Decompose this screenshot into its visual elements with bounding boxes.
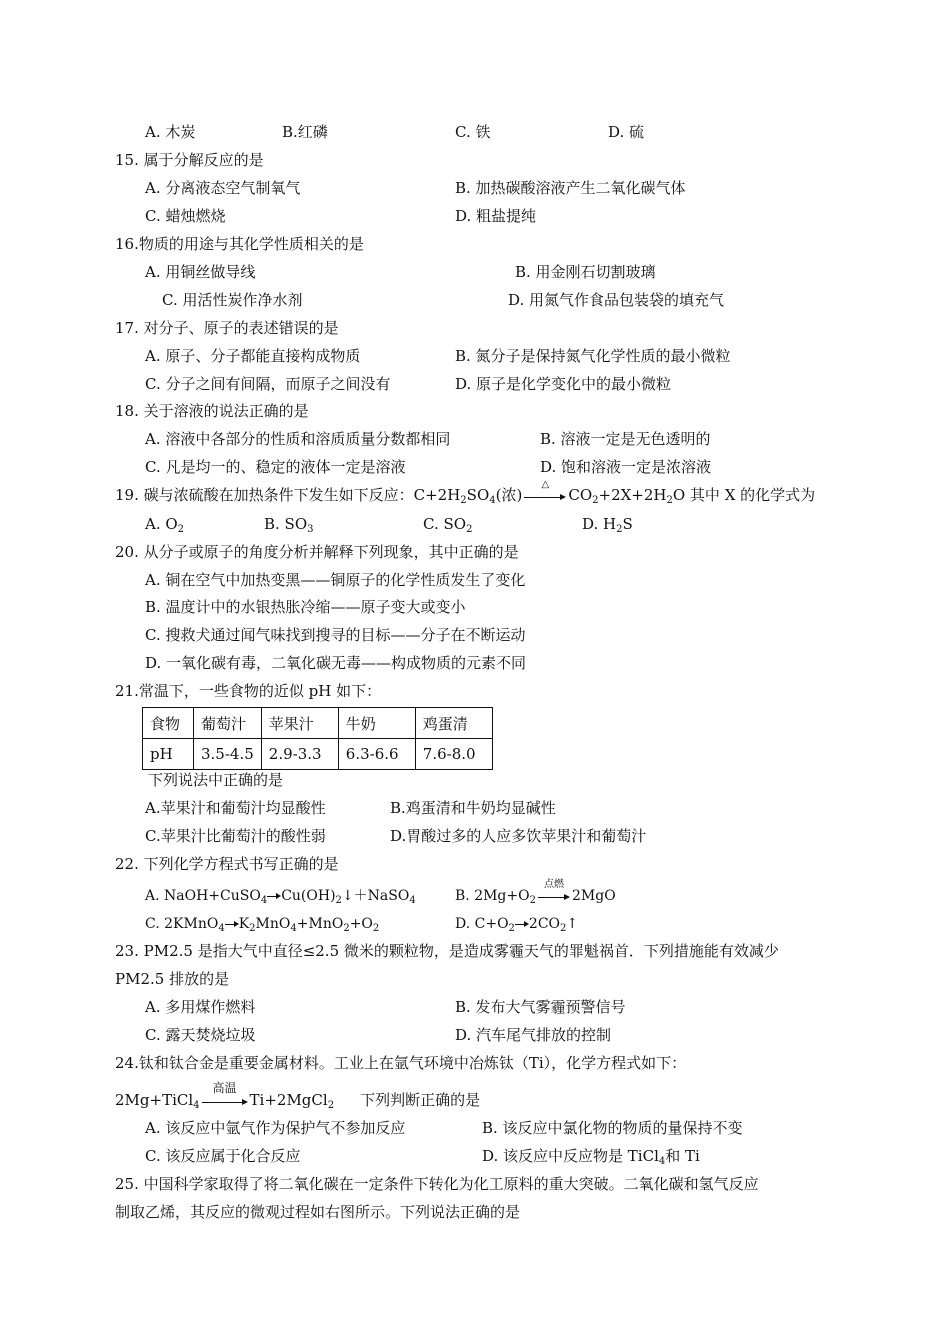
q17-option-a: A. 原子、分子都能直接构成物质 — [145, 347, 361, 365]
q18-option-c: C. 凡是均一的、稳定的液体一定是溶液 — [145, 458, 406, 476]
q18-option-b: B. 溶液一定是无色透明的 — [540, 430, 711, 448]
q21-option-d: D.胃酸过多的人应多饮苹果汁和葡萄汁 — [390, 827, 647, 845]
q23-option-a: A. 多用煤作燃料 — [145, 998, 256, 1016]
q22-option-a: A. NaOH+CuSO$_4$ $Cu(OH)_2↓+NaSO_4$ — [145, 888, 416, 906]
q15-option-d: D. 粗盐提纯 — [455, 207, 537, 225]
q17-option-c: C. 分子之间有间隔，而原子之间没有 — [145, 375, 391, 393]
q15-option-c: C. 蜡烛燃烧 — [145, 207, 226, 225]
q15-option-a: A. 分离液态空气制氧气 — [145, 179, 301, 197]
table-cell: 2.9-3.3 — [261, 739, 338, 770]
q24-option-d: D. 该反应中反应物是 TiCl$_4$和 Ti — [482, 1147, 700, 1167]
arrow-icon — [267, 891, 281, 901]
q24-option-c: C. 该反应属于化合反应 — [145, 1147, 301, 1165]
q20-stem: 20. 从分子或原子的角度分析并解释下列现象，其中正确的是 — [115, 543, 519, 561]
q16-option-b: B. 用金刚石切割玻璃 — [515, 263, 656, 281]
q14-option-c: C. 铁 — [455, 123, 491, 141]
q22-option-b: B. $2Mg+O_2$ 点燃 2MgO — [455, 879, 616, 906]
table-cell: pH — [143, 739, 194, 770]
q19-option-b: B. $SO_3$ — [264, 515, 314, 535]
q24-stem: 24.钛和钛合金是重要金属材料。工业上在氩气环境中冶炼钛（Ti），化学方程式如下： — [115, 1054, 687, 1072]
q19-stem: 19. 碳与浓硫酸在加热条件下发生如下反应：$C+2H_2SO_4$(浓) △ $CO_2+2X+2H_2O$ 其中 X 的化学式为 — [115, 479, 816, 506]
q19-option-c: C. $SO_2$ — [423, 515, 473, 535]
q24-option-b: B. 该反应中氯化物的物质的量保持不变 — [482, 1119, 743, 1137]
q23-stem-cont: PM2.5 排放的是 — [115, 970, 230, 988]
q23-option-b: B. 发布大气雾霾预警信号 — [455, 998, 626, 1016]
q21-option-b: B.鸡蛋清和牛奶均显碱性 — [390, 799, 556, 817]
table-cell: 苹果汁 — [261, 708, 338, 739]
q20-option-d: D. 一氧化碳有毒，二氧化碳无毒——构成物质的元素不同 — [145, 654, 527, 672]
q16-stem: 16.物质的用途与其化学性质相关的是 — [115, 235, 364, 253]
q14-option-a: A. 木炭 — [145, 123, 196, 141]
q25-stem-cont: 制取乙烯，其反应的微观过程如右图所示。下列说法正确的是 — [115, 1203, 521, 1221]
q18-option-d: D. 饱和溶液一定是浓溶液 — [540, 458, 712, 476]
q20-option-c: C. 搜救犬通过闻气味找到搜寻的目标——分子在不断运动 — [145, 626, 526, 644]
table-cell: 7.6-8.0 — [415, 739, 492, 770]
q20-option-a: A. 铜在空气中加热变黑——铜原子的化学性质发生了变化 — [145, 571, 526, 589]
q18-option-a: A. 溶液中各部分的性质和溶质质量分数都相同 — [145, 430, 451, 448]
q16-option-d: D. 用氮气作食品包装袋的填充气 — [508, 291, 725, 309]
reaction-arrow-icon: △ — [524, 489, 566, 503]
table-cell: 葡萄汁 — [194, 708, 262, 739]
table-cell: 食物 — [143, 708, 194, 739]
q14-option-d: D. 硫 — [608, 123, 645, 141]
q16-option-a: A. 用铜丝做导线 — [145, 263, 256, 281]
q15-stem: 15. 属于分解反应的是 — [115, 151, 264, 169]
q23-option-c: C. 露天焚烧垃圾 — [145, 1026, 256, 1044]
table-cell: 牛奶 — [338, 708, 415, 739]
q22-stem: 22. 下列化学方程式书写正确的是 — [115, 855, 339, 873]
table-cell: 鸡蛋清 — [415, 708, 492, 739]
q19-option-a: A. $O_2$ — [145, 515, 185, 535]
q17-option-b: B. 氮分子是保持氮气化学性质的最小微粒 — [455, 347, 731, 365]
arrow-icon — [515, 919, 529, 929]
q20-option-b: B. 温度计中的水银热胀冷缩——原子变大或变小 — [145, 598, 466, 616]
q22-option-c: C. 2KMnO$_4$ $K_2MnO_4+MnO_2+O_2$ — [145, 916, 380, 934]
q24-equation: 2Mg+TiCl$_4$ 高温 Ti+2MgCl$_2$ 下列判断正确的是 — [115, 1081, 481, 1111]
reaction-arrow-icon: 点燃 — [538, 889, 570, 903]
table-row — [143, 739, 493, 770]
q16-option-c: C. 用活性炭作净水剂 — [162, 291, 303, 309]
q21-prompt: 下列说法中正确的是 — [148, 771, 284, 789]
q19-option-d: D. $H_2S$ — [582, 515, 633, 535]
q21-option-c: C.苹果汁比葡萄汁的酸性弱 — [145, 827, 326, 845]
table-cell: 6.3-6.6 — [338, 739, 415, 770]
q15-option-b: B. 加热碳酸溶液产生二氧化碳气体 — [455, 179, 686, 197]
table-cell: 3.5-4.5 — [194, 739, 262, 770]
q18-stem: 18. 关于溶液的说法正确的是 — [115, 402, 309, 420]
q14-option-b: B.红磷 — [282, 123, 328, 141]
q25-stem: 25. 中国科学家取得了将二氧化碳在一定条件下转化为化工原料的重大突破。二氧化碳和氢气反应 — [115, 1175, 759, 1193]
ph-table — [142, 707, 493, 770]
q23-stem: 23. PM2.5 是指大气中直径≤2.5 微米的颗粒物，是造成雾霾天气的罪魁祸首．下列措施能有效减少 — [115, 942, 779, 960]
q23-option-d: D. 汽车尾气排放的控制 — [455, 1026, 612, 1044]
q24-option-a: A. 该反应中氩气作为保护气不参加反应 — [145, 1119, 406, 1137]
q17-option-d: D. 原子是化学变化中的最小微粒 — [455, 375, 672, 393]
q21-stem: 21.常温下，一些食物的近似 pH 如下： — [115, 682, 382, 700]
q21-option-a: A.苹果汁和葡萄汁均显酸性 — [145, 799, 326, 817]
reaction-arrow-icon: 高温 — [202, 1094, 248, 1108]
arrow-icon — [225, 919, 239, 929]
table-header-row — [143, 708, 493, 739]
q17-stem: 17. 对分子、原子的表述错误的是 — [115, 319, 339, 337]
q22-option-d: D. $C+O_2$ $2CO_2↑$ — [455, 916, 579, 934]
